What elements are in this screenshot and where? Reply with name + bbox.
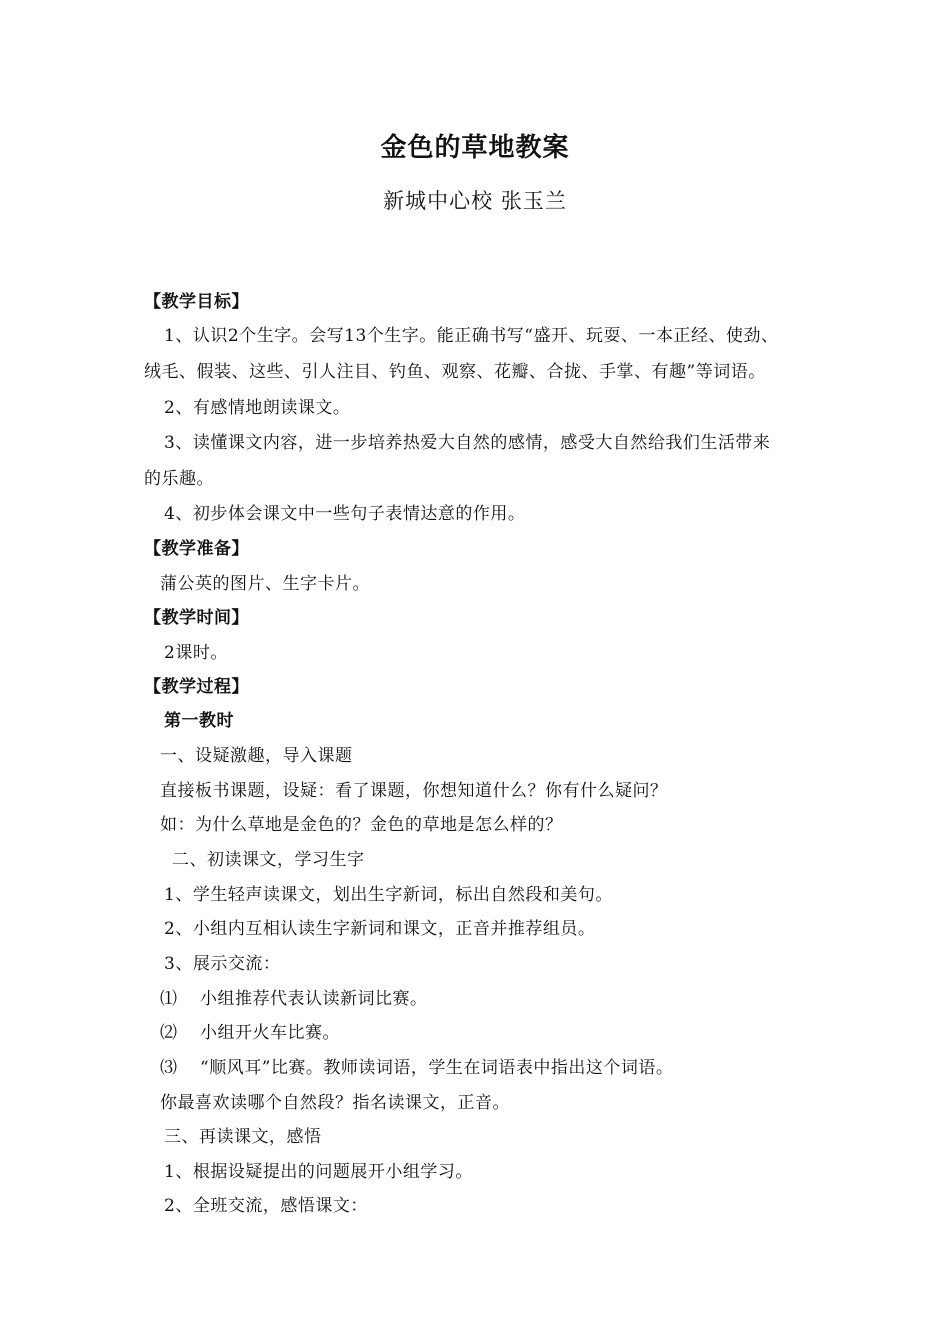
step-2: 二、初读课文，学习生字 — [172, 850, 365, 870]
step-1: 一、设疑激趣，导入课题 — [160, 746, 353, 766]
goal-1-line-1: 1、认识2个生字。会写13个生字。能正确书写“盛开、玩耍、一本正经、使劲、 — [164, 326, 779, 346]
step-2-question: 你最喜欢读哪个自然段？指名读课文，正音。 — [160, 1093, 510, 1113]
goal-1-line-2: 绒毛、假装、这些、引人注目、钓鱼、观察、花瓣、合拢、手掌、有趣”等词语。 — [144, 362, 766, 382]
step-2-1: 1、学生轻声读课文，划出生字新词，标出自然段和美句。 — [164, 885, 613, 905]
step-2-3: 3、展示交流： — [164, 954, 281, 974]
list-item-text: 小组推荐代表认读新词比赛。 — [200, 989, 428, 1009]
list-item-number: ⑵ — [160, 1023, 178, 1043]
step-3-1: 1、根据设疑提出的问题展开小组学习。 — [164, 1162, 473, 1182]
step-1-a: 直接板书课题，设疑：看了课题，你想知道什么？你有什么疑问？ — [160, 781, 668, 801]
page-title: 金色的草地教案 — [380, 133, 570, 163]
prep-heading: 【教学准备】 — [144, 539, 249, 559]
page-subtitle: 新城中心校 张玉兰 — [383, 189, 567, 213]
step-3-2: 2、全班交流，感悟课文： — [164, 1196, 368, 1216]
prep-text: 蒲公英的图片、生字卡片。 — [160, 574, 370, 594]
lesson-1-heading: 第一教时 — [164, 711, 234, 731]
goal-3-line-2: 的乐趣。 — [144, 469, 214, 489]
step-1-b: 如：为什么草地是金色的？金色的草地是怎么样的？ — [160, 815, 563, 835]
goal-3-line-1: 3、读懂课文内容，进一步培养热爱大自然的感情，感受大自然给我们生活带来 — [164, 433, 771, 453]
list-item-number: ⑶ — [160, 1058, 178, 1078]
list-item-number: ⑴ — [160, 989, 178, 1009]
list-item — [160, 1054, 860, 1082]
goal-2: 2、有感情地朗读课文。 — [164, 398, 351, 418]
list-item — [160, 1019, 860, 1047]
time-text: 2课时。 — [164, 643, 228, 663]
process-heading: 【教学过程】 — [144, 677, 249, 697]
step-3: 三、再读课文，感悟 — [164, 1127, 322, 1147]
step-2-2: 2、小组内互相认读生字新词和课文，正音并推荐组员。 — [164, 919, 596, 939]
list-item-text: 小组开火车比赛。 — [200, 1023, 340, 1043]
goal-4: 4、初步体会课文中一些句子表情达意的作用。 — [164, 504, 526, 524]
list-item — [160, 985, 860, 1013]
time-heading: 【教学时间】 — [144, 608, 249, 628]
goals-heading: 【教学目标】 — [144, 292, 249, 312]
list-item-text: “顺风耳”比赛。教师读词语，学生在词语表中指出这个词语。 — [200, 1058, 674, 1078]
